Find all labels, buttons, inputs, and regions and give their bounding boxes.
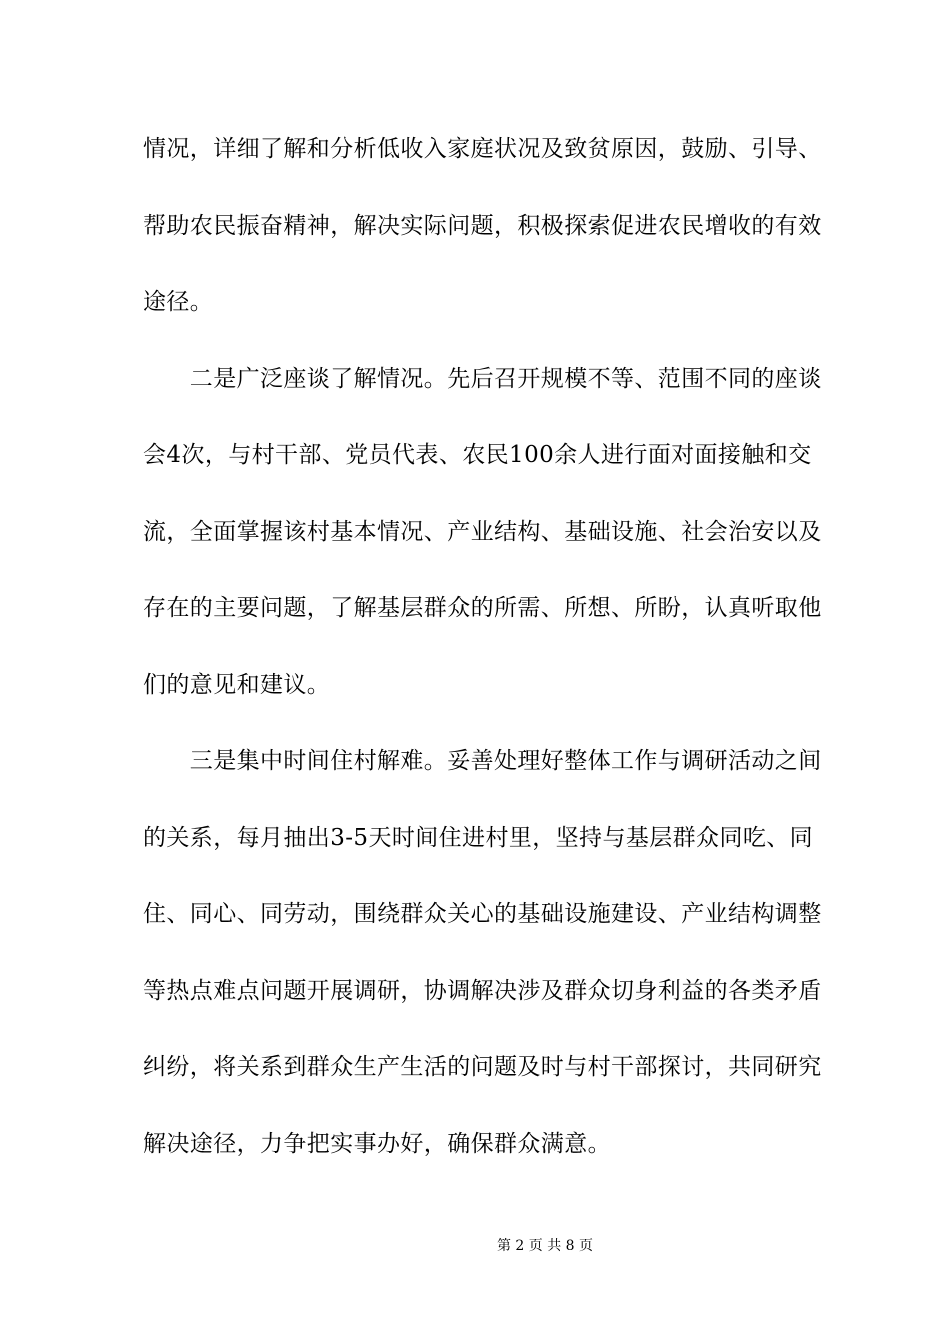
text-line: 途径。 [143, 289, 214, 315]
page-footer [0, 1237, 950, 1255]
text-line: 情况，详细了解和分析低收入家庭状况及致贫原因，鼓励、引导、 [143, 136, 822, 162]
text-line: 流，全面掌握该村基本情况、产业结构、基础设施、社会治安以及 [143, 519, 822, 545]
text-line: 解决途径，力争把实事办好，确保群众满意。 [143, 1131, 611, 1157]
text-line: 们的意见和建议。 [143, 672, 331, 698]
text-line: 帮助农民振奋精神，解决实际问题，积极探索促进农民增收的有效 [143, 213, 822, 239]
text-line: 会4次，与村干部、党员代表、农民100余人进行面对面接触和交 [143, 442, 812, 468]
text-line: 三是集中时间住村解难。妥善处理好整体工作与调研活动之间 [143, 748, 822, 774]
text-line: 纠纷，将关系到群众生产生活的问题及时与村干部探讨，共同研究 [143, 1054, 822, 1080]
text-line: 住、同心、同劳动，围绕群众关心的基础设施建设、产业结构调整 [143, 901, 822, 927]
text-line: 二是广泛座谈了解情况。先后召开规模不等、范围不同的座谈 [143, 366, 822, 392]
page-number: 第 2 页 共 8 页 [496, 1238, 594, 1254]
text-line: 的关系，每月抽出3-5天时间住进村里，坚持与基层群众同吃、同 [143, 825, 814, 851]
text-line: 存在的主要问题，了解基层群众的所需、所想、所盼，认真听取他 [143, 595, 822, 621]
text-line: 等热点难点问题开展调研，协调解决涉及群众切身利益的各类矛盾 [143, 978, 822, 1004]
